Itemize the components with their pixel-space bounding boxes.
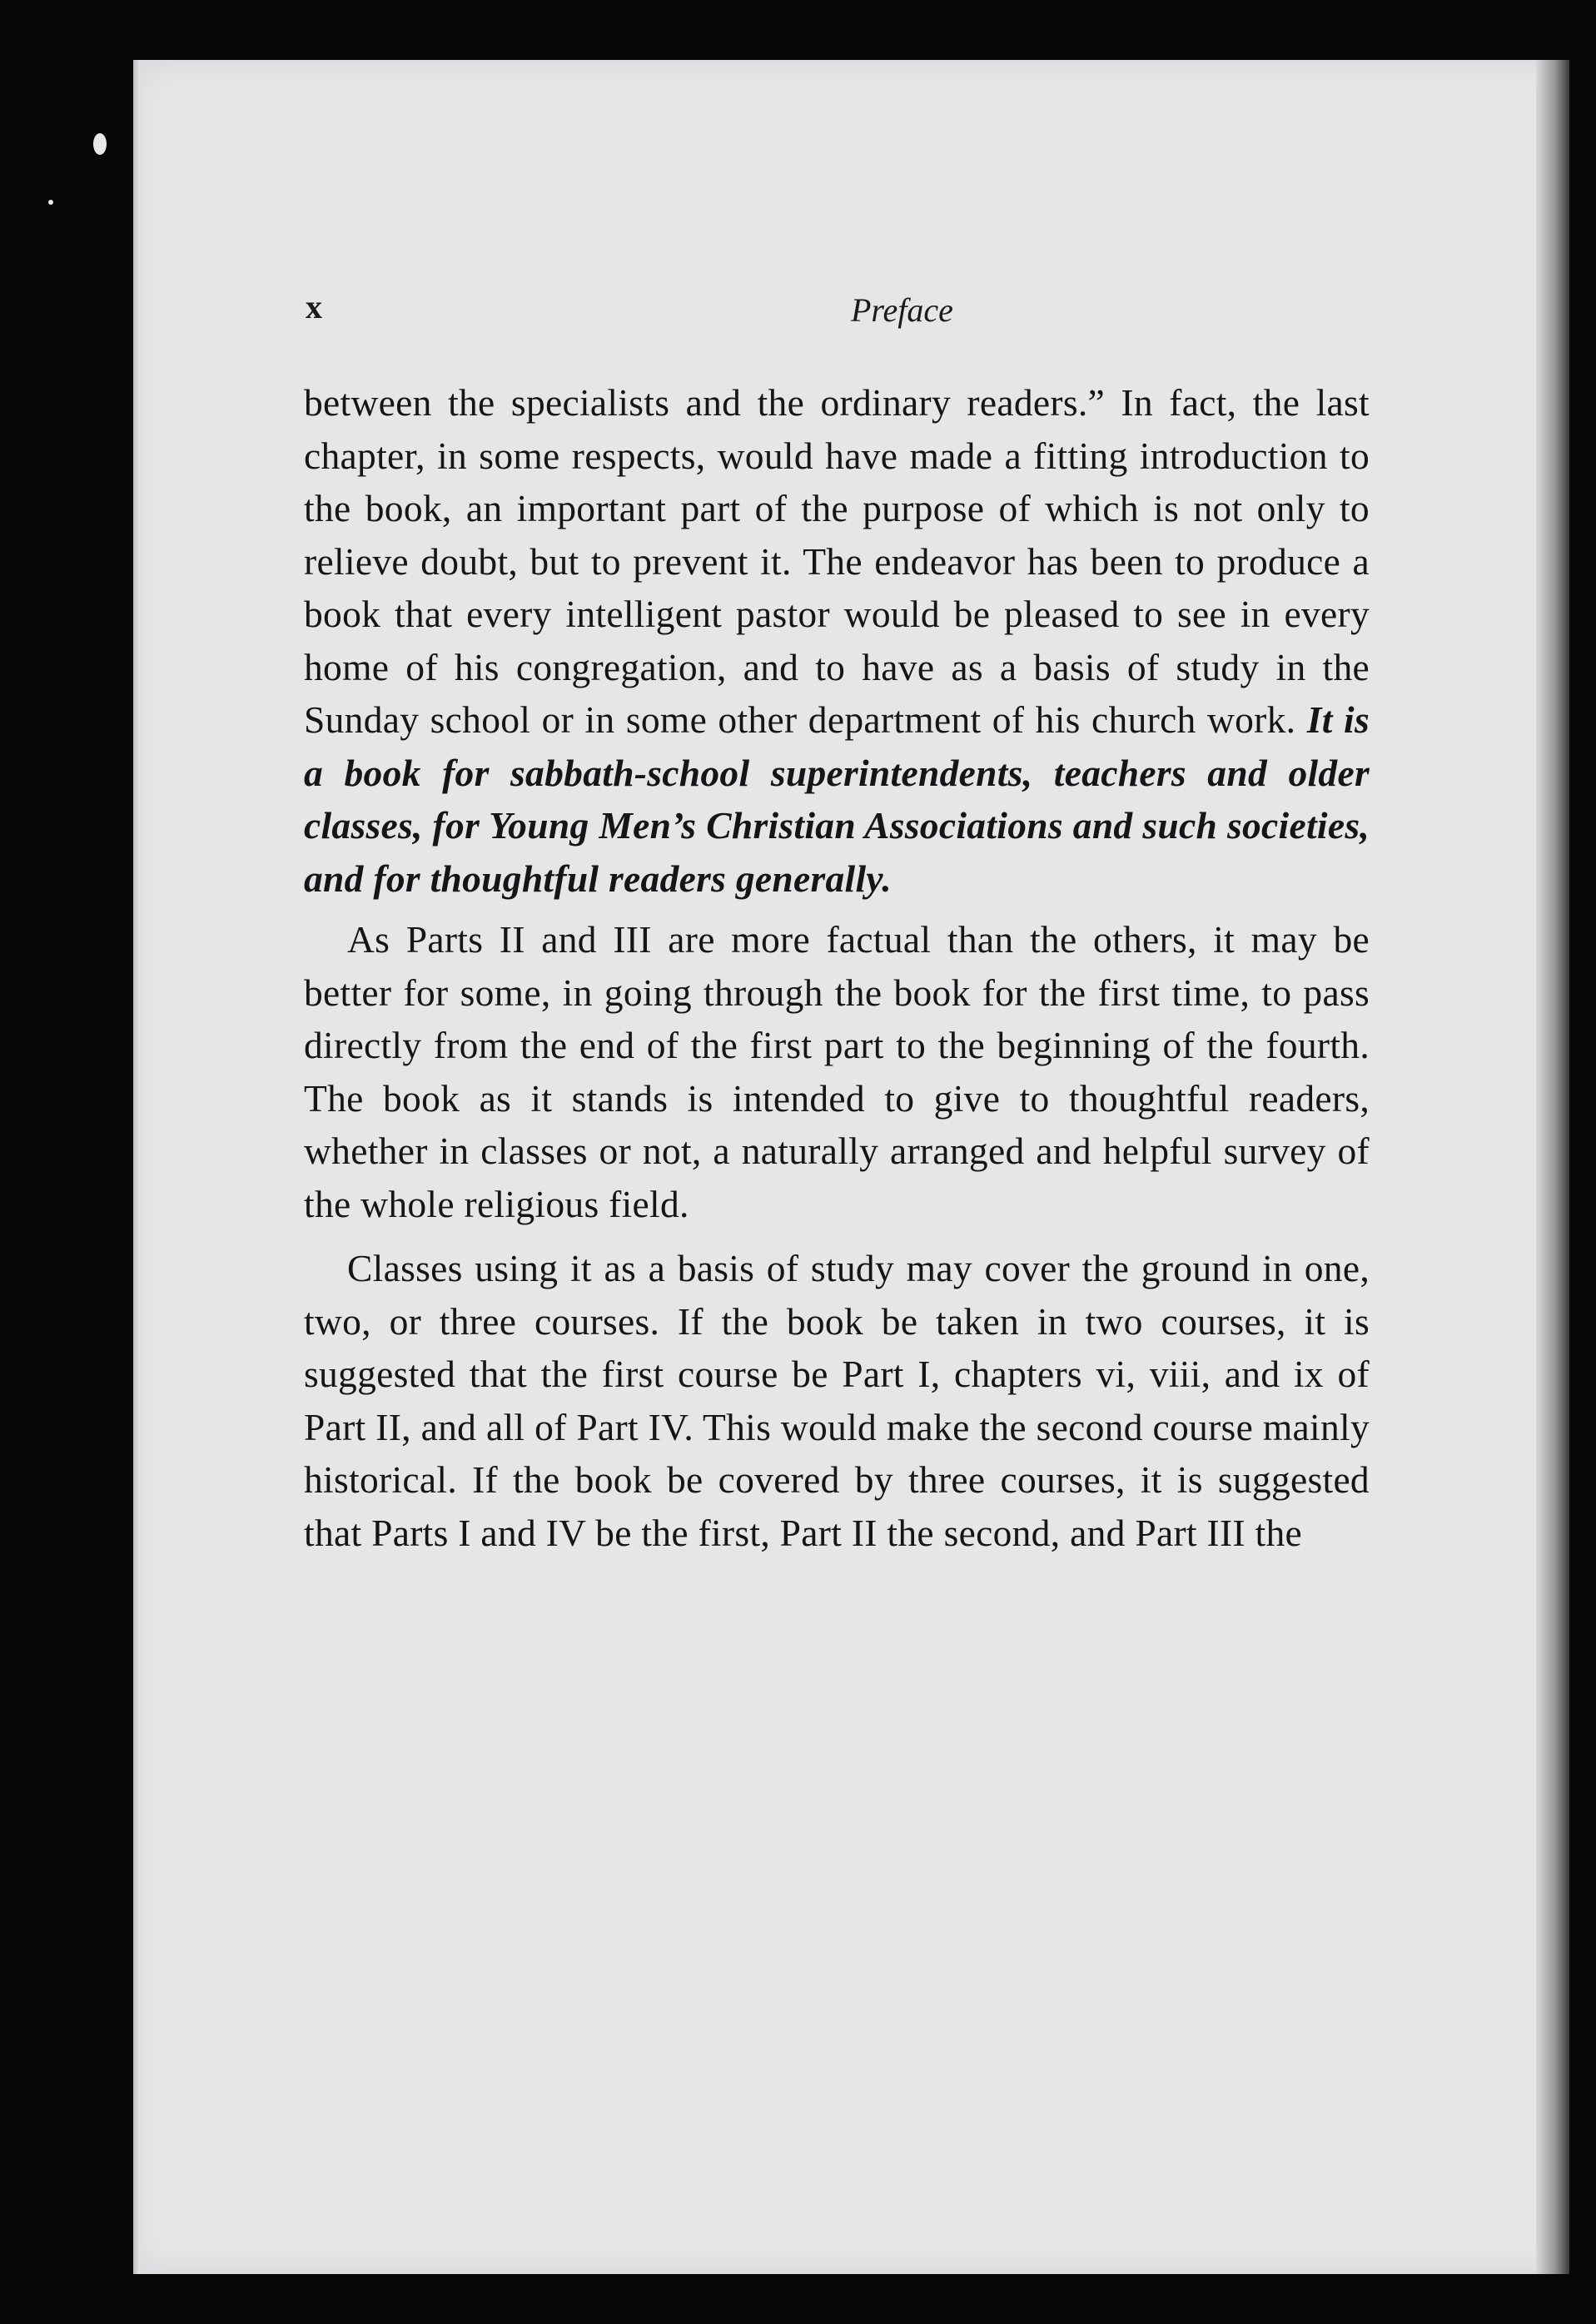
paragraph: Classes using it as a basis of study may cover the ground in one, two, or three courses. If the book be taken in two courses, it is suggested that the first course be Part I, chapters vi, viii, and ix of Part II, and all of Part IV. This would make the second course mainly historical. If the book be covered by three courses, it is suggested that Parts I and IV be the first, Part II the second, and Part III the bbox=[304, 1247, 1370, 1554]
page-number: x bbox=[306, 288, 323, 325]
dust-speck bbox=[48, 200, 53, 205]
running-head bbox=[306, 287, 1371, 345]
paragraph: As Parts II and III are more factual than the others, it may be better for some, in going through the book for the first time, to pass directly from the end of the first part to the beginning of the fourth. The book as it stands is intended to give to thoughtful readers, whether in classes or not, a naturally arranged and helpful survey of the whole religious field. bbox=[304, 918, 1370, 1225]
body-text bbox=[304, 376, 1370, 1559]
emphasis-text: It is a book for sabbath-school superintendents, teachers and older classes, for Young Men’s Christian Associations and such societies, and for thoughtful readers generally. bbox=[304, 698, 1370, 900]
page-heading: Preface bbox=[851, 291, 953, 329]
dust-speck bbox=[93, 133, 107, 155]
page-left-edge bbox=[133, 60, 140, 2274]
page-right-edge bbox=[1536, 60, 1569, 2274]
paragraph-text: between the specialists and the ordinary readers.” In fact, the last chapter, in some respects, would have made a fitting introduction to the book, an important part of the purpose of which is not only to relieve doubt, but to prevent it. The endeavor has been to produce a book that every intelligent pastor would be pleased to see in every home of his congregation, and to have as a basis of study in the Sunday school or in some other department of his church work. bbox=[304, 381, 1370, 741]
paragraph bbox=[304, 376, 1370, 905]
